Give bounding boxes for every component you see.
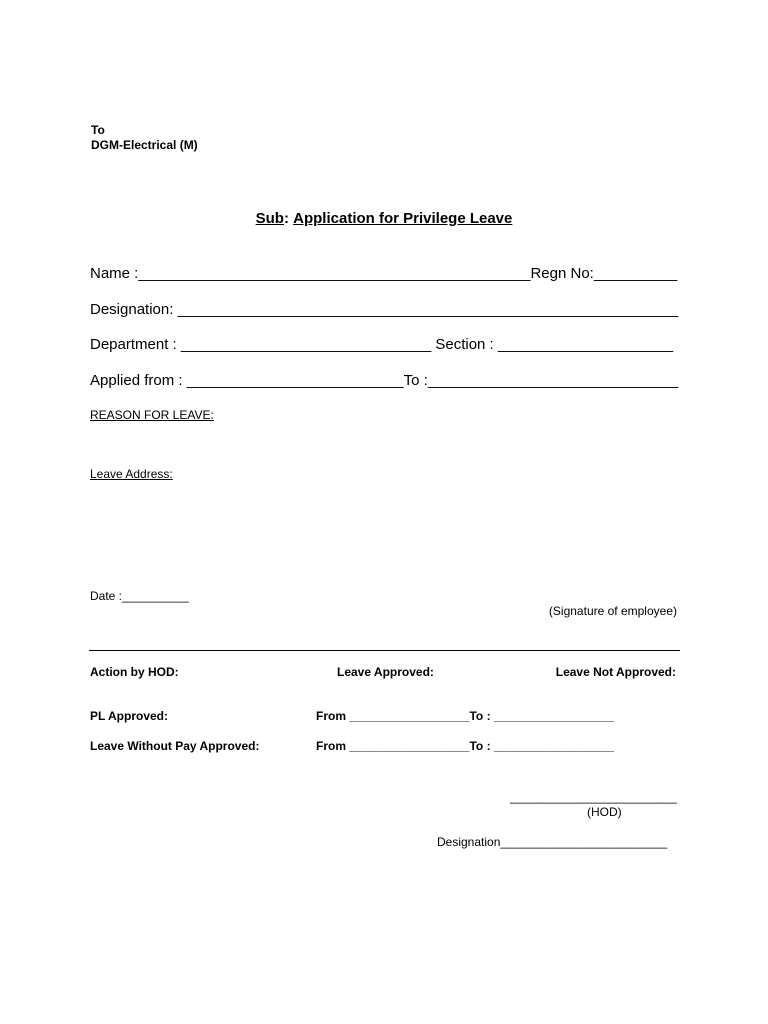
regn-label: Regn No: [530,265,594,282]
leave-not-approved-label[interactable]: Leave Not Approved: [555,665,676,679]
subject-separator: : [283,210,294,227]
designation-label: Designation: [90,301,174,318]
department-label: Department : [90,336,177,353]
department-field[interactable]: ______________________________ [180,336,432,353]
pl-from-field[interactable]: __________________ [349,709,470,723]
designation-row [90,301,678,318]
applied-from-field[interactable]: __________________________ [186,372,404,389]
lwp-to-label: To : [469,739,491,753]
name-row [90,265,677,282]
subject-prefix: Sub [255,210,284,227]
to-label: To [91,123,105,137]
name-field[interactable]: _______________________________________________ [138,265,531,282]
lwp-to-field[interactable]: __________________ [493,739,615,753]
applied-to-field[interactable]: ______________________________ [427,372,679,389]
date-row [90,589,189,603]
lwp-approved-label: Leave Without Pay Approved: [90,739,260,753]
date-label: Date : [90,589,123,603]
hod-designation-label: Designation [437,835,501,849]
date-field[interactable]: __________ [122,589,189,603]
name-label: Name : [90,265,139,282]
hod-label: (HOD) [587,805,622,819]
reason-for-leave-label: REASON FOR LEAVE: [90,408,214,422]
regn-field[interactable]: __________ [593,265,678,282]
leave-approved-label[interactable]: Leave Approved: [337,665,434,679]
lwp-approved-dates [316,739,614,753]
applied-from-row [90,372,678,389]
section-field[interactable]: _____________________ [497,336,674,353]
pl-approved-dates [316,709,614,723]
lwp-from-field[interactable]: __________________ [349,739,470,753]
recipient-block [91,123,198,153]
lwp-from-label: From [316,739,346,753]
pl-to-field[interactable]: __________________ [493,709,615,723]
pl-approved-label: PL Approved: [90,709,169,723]
hod-designation-field[interactable]: _________________________ [500,835,668,849]
recipient-name: DGM-Electrical (M) [91,138,198,152]
section-divider [89,650,680,651]
employee-signature-label: (Signature of employee) [548,604,677,618]
applied-from-label: Applied from : [90,372,183,389]
pl-from-label: From [316,709,346,723]
section-label: Section : [435,336,494,353]
subject-line [0,210,768,227]
hod-designation-row [437,835,667,849]
pl-to-label: To : [469,709,491,723]
designation-field[interactable]: ____________________________________________________________ [177,301,679,318]
applied-to-label: To : [403,372,428,389]
action-by-hod-label: Action by HOD: [90,665,179,679]
leave-address-label: Leave Address: [90,467,173,481]
department-row [90,336,673,353]
hod-signature-field[interactable]: _________________________ [510,790,677,804]
subject-title: Application for Privilege Leave [293,210,513,227]
